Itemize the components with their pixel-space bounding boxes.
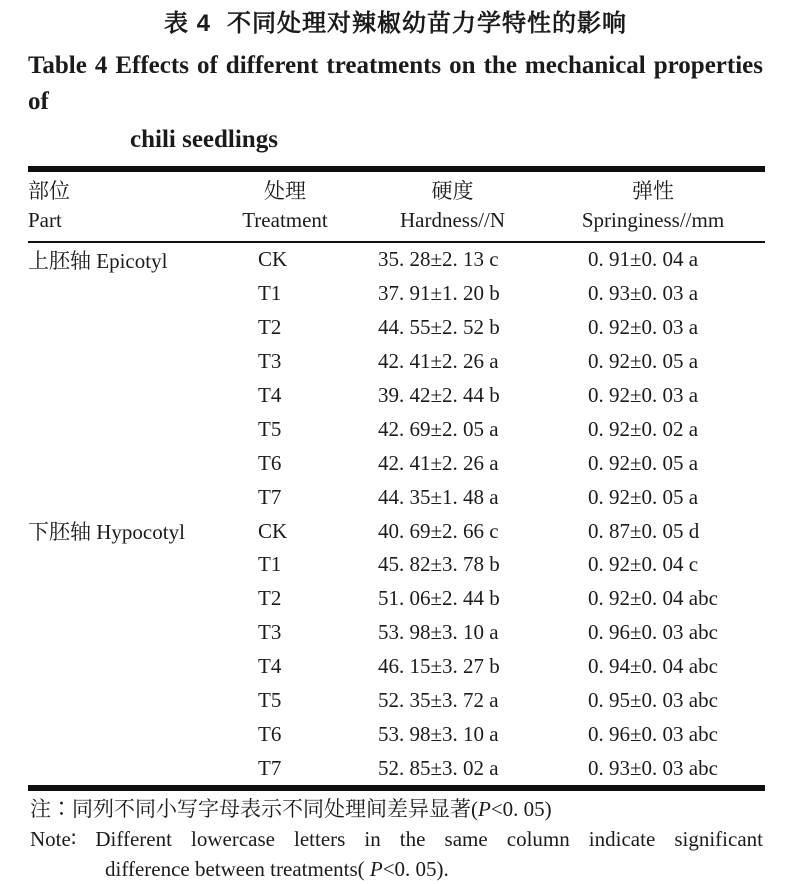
- table-row: [28, 650, 765, 684]
- table-body: [28, 243, 765, 785]
- treatment-cell: T1: [258, 552, 282, 577]
- table-row: [28, 311, 765, 345]
- treatment-cell: T3: [258, 349, 282, 374]
- treatment-cell: T6: [258, 450, 282, 475]
- springiness-cell: 0. 93±0. 03 a: [588, 281, 699, 306]
- table-row: [28, 412, 765, 446]
- springiness-cell: 0. 93±0. 03 abc: [588, 755, 718, 780]
- table-title-en-line2: chili seedlings: [130, 126, 278, 153]
- hardness-cell: 45. 82±3. 78 b: [378, 552, 500, 577]
- hardness-cell: 44. 55±2. 52 b: [378, 315, 500, 340]
- springiness-cell: 0. 87±0. 05 d: [588, 518, 700, 543]
- header-springiness-zh: 弹性: [632, 179, 674, 203]
- header-hardness: [340, 177, 565, 235]
- hardness-cell: 42. 69±2. 05 a: [378, 416, 499, 441]
- springiness-cell: 0. 92±0. 03 a: [588, 315, 699, 340]
- header-hardness-zh: 硬度: [431, 179, 474, 203]
- treatment-cell: T2: [258, 315, 282, 340]
- table-notes: [30, 794, 763, 884]
- springiness-cell: 0. 94±0. 04 abc: [588, 654, 718, 679]
- table-row: [28, 345, 765, 379]
- table-row: [28, 243, 765, 277]
- springiness-cell: 0. 92±0. 05 a: [588, 450, 699, 475]
- springiness-cell: 0. 92±0. 05 a: [588, 349, 699, 374]
- hardness-cell: 42. 41±2. 26 a: [378, 450, 499, 475]
- note-en-line2-text: difference between treatments(: [105, 857, 370, 882]
- part-cell: 下胚轴 Hypocotyl: [28, 520, 185, 545]
- table-row: [28, 684, 765, 718]
- hardness-cell: 44. 35±1. 48 a: [378, 484, 499, 509]
- part-cell: 上胚轴 Epicotyl: [28, 248, 168, 273]
- treatment-cell: T5: [258, 688, 282, 713]
- note-zh-suffix: <0. 05): [490, 797, 552, 822]
- header-part-zh: 部位: [28, 179, 70, 203]
- hardness-cell: 53. 98±3. 10 a: [378, 721, 499, 746]
- springiness-cell: 0. 92±0. 05 a: [588, 484, 699, 509]
- table-row: [28, 751, 765, 785]
- hardness-cell: 42. 41±2. 26 a: [378, 349, 499, 374]
- paper-table-page: [0, 8, 791, 882]
- hardness-cell: 40. 69±2. 66 c: [378, 518, 499, 543]
- table-row: [28, 446, 765, 480]
- treatment-cell: T6: [258, 721, 282, 746]
- note-en-line2: [105, 854, 763, 884]
- note-zh-text: 注∶同列不同小写字母表示不同处理间差异显著(: [30, 797, 478, 822]
- table-row: [28, 514, 765, 548]
- treatment-cell: T7: [258, 484, 282, 509]
- springiness-cell: 0. 95±0. 03 abc: [588, 688, 718, 713]
- table-row: [28, 480, 765, 514]
- header-part-en: Part: [28, 208, 62, 232]
- treatment-cell: T7: [258, 755, 282, 780]
- data-table: [28, 166, 765, 791]
- springiness-cell: 0. 92±0. 04 c: [588, 552, 699, 577]
- table-number-zh: 表 4: [163, 10, 211, 37]
- header-springiness-en: Springiness//mm: [581, 208, 725, 232]
- header-treatment-zh: 处理: [264, 179, 306, 203]
- table-title-en-line1: Table 4 Effects of different treatments on the mechanical properties of: [28, 52, 763, 115]
- header-part: [28, 177, 230, 235]
- note-en-line2-suffix: <0. 05).: [382, 857, 449, 882]
- hardness-cell: 52. 85±3. 02 a: [378, 755, 499, 780]
- springiness-cell: 0. 92±0. 03 a: [588, 383, 699, 407]
- treatment-cell: CK: [258, 518, 288, 543]
- table-bottom-rule: [28, 785, 765, 791]
- treatment-cell: T4: [258, 654, 282, 679]
- hardness-cell: 39. 42±2. 44 b: [378, 383, 500, 407]
- header-treatment: [230, 177, 340, 235]
- note-zh-p-symbol: P: [478, 797, 491, 822]
- table-row: [28, 277, 765, 311]
- table-title-zh-text: 不同处理对辣椒幼苗力学特性的影响: [227, 10, 627, 37]
- hardness-cell: 52. 35±3. 72 a: [378, 688, 499, 713]
- hardness-cell: 53. 98±3. 10 a: [378, 620, 499, 645]
- header-springiness: [565, 177, 765, 235]
- hardness-cell: 51. 06±2. 44 b: [378, 586, 500, 611]
- treatment-cell: T3: [258, 620, 282, 645]
- treatment-cell: CK: [258, 247, 288, 272]
- treatment-cell: T5: [258, 416, 282, 441]
- hardness-cell: 35. 28±2. 13 c: [378, 247, 499, 272]
- table-row: [28, 379, 765, 413]
- hardness-cell: 37. 91±1. 20 b: [378, 281, 500, 306]
- treatment-cell: T4: [258, 383, 282, 407]
- table-row: [28, 548, 765, 582]
- treatment-cell: T2: [258, 586, 282, 611]
- table-title-zh: [0, 8, 791, 40]
- springiness-cell: 0. 91±0. 04 a: [588, 247, 699, 272]
- springiness-cell: 0. 92±0. 02 a: [588, 416, 699, 441]
- springiness-cell: 0. 96±0. 03 abc: [588, 620, 718, 645]
- table-row: [28, 582, 765, 616]
- springiness-cell: 0. 96±0. 03 abc: [588, 721, 718, 746]
- springiness-cell: 0. 92±0. 04 abc: [588, 586, 718, 611]
- header-treatment-en: Treatment: [242, 208, 328, 232]
- table-row: [28, 616, 765, 650]
- note-en-line1: Note∶ Different lowercase letters in the same column indicate significant: [30, 827, 763, 852]
- table-row: [28, 717, 765, 751]
- table-header-row: [28, 172, 765, 241]
- treatment-cell: T1: [258, 281, 282, 306]
- note-en-p-symbol: P: [369, 857, 383, 882]
- note-zh: [30, 794, 763, 824]
- header-hardness-en: Hardness//N: [400, 208, 505, 232]
- hardness-cell: 46. 15±3. 27 b: [378, 654, 500, 679]
